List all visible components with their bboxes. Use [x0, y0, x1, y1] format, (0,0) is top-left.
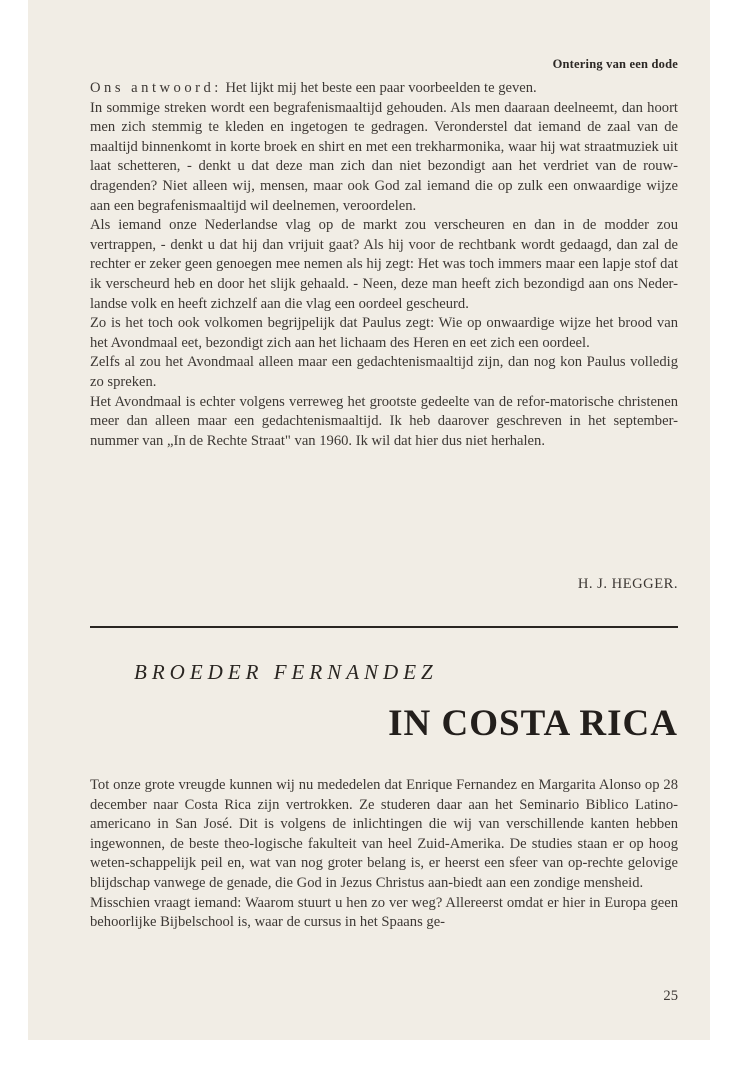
answer-paragraph: Als iemand onze Nederlandse vlag op de markt zou verscheuren en dan in de modder zou vertrappen, - denkt u dat hij dan vrijuit gaat? Als hij voor de rechtbank wordt gedaagd, dan zal de rechter er zeker geen genoegen mee nemen als hij zegt: Het was toch immers maar een lapje stof dat ik verscheurd heb en door het slijk gehaald. - Neen, deze man heeft zich bezondigd aan ons Neder-landse volk en heeft zichzelf aan die vlag een oordeel gescheurd.: [90, 217, 678, 312]
answer-paragraph: Zelfs al zou het Avondmaal alleen maar een gedachtenismaaltijd zijn, dan nog kon Paulus volledig zo spreken.: [90, 354, 678, 390]
magazine-page: [28, 0, 710, 1040]
answer-section: [90, 79, 678, 451]
article-paragraph: Tot onze grote vreugde kunnen wij nu mededelen dat Enrique Fernandez en Margarita Alonso op 28 december naar Costa Rica zijn vertrokken. Ze studeren daar aan het Seminario Biblico Latino-americano in San José. Dit is volgens de inlichtingen die wij van verschillende kanten hebben ingewonnen, de beste theo-logische fakulteit van heel Zuid-Amerika. De studies staan er op hoog weten-schappelijk peil en, wat van nog groter belang is, er heerst een sfeer van op-rechte gelovige blijdschap vanwege de genade, die God in Jezus Christus aan-biedt aan een zondige mensheid.: [90, 777, 678, 891]
article-headline-large: IN COSTA RICA: [388, 703, 678, 744]
article-paragraph: Misschien vraagt iemand: Waarom stuurt u hen zo ver weg? Allereerst omdat er hier in Europa geen behoorlijke Bijbelschool is, waar de cursus in het Spaans ge-: [90, 894, 678, 931]
answer-paragraph: Zo is het toch ook volkomen begrijpelijk dat Paulus zegt: Wie op onwaardige wijze het brood van het Avondmaal eet, bezondigt zich aan het lichaam des Heren en eet zich een oordeel.: [90, 315, 678, 351]
answer-paragraph: In sommige streken wordt een begrafenismaaltijd gehouden. Als men daaraan deelneemt, dan hoort men zich stemmig te kleden en ingetogen te gedragen. Veronderstel dat iemand de zaal van de maaltijd binnenkomt in korte broek en shirt en met een trekharmonika, waar hij wat straatmuziek uit laat schetteren, - denkt u dat deze man zich dan niet bezondigt aan het verdriet van de rouw-dragenden? Niet alleen wij, mensen, maar ook God zal iemand die op zulk een onwaardige wijze aan een begrafenismaaltijd wil deelnemen, veroordelen.: [90, 99, 678, 214]
section-divider: [90, 626, 678, 628]
answer-paragraph: Het Avondmaal is echter volgens verreweg het grootste gedeelte van de refor-matorische christenen meer dan alleen maar een gedachtenismaaltijd. Ik heb daarover geschreven in het september-nummer van „In de Rechte Straat" van 1960. Ik wil dat hier dus niet herhalen.: [90, 393, 678, 449]
author-signature: H. J. HEGGER.: [577, 576, 678, 592]
article-headline-small: BROEDER FERNANDEZ: [134, 660, 438, 684]
answer-intro-paragraph: [90, 79, 678, 99]
running-header: Ontering van een dode: [552, 57, 678, 71]
answer-lead: Ons antwoord:: [90, 80, 222, 96]
page-number: 25: [663, 988, 678, 1004]
article-body: [90, 776, 678, 933]
answer-intro-text: Het lijkt mij het beste een paar voorbeelden te geven.: [221, 80, 537, 96]
